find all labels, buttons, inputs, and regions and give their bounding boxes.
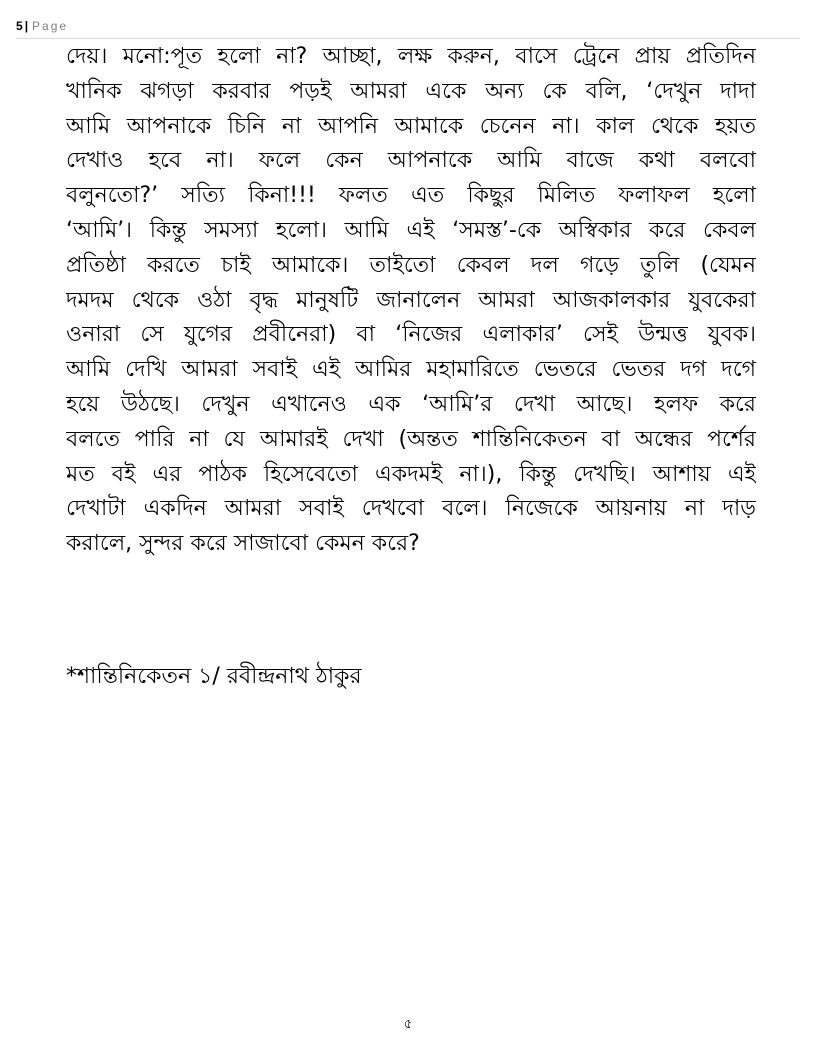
body-line: প্রতিষ্ঠা করতে চাই আমাকে। তাইতো কেবল দল গড়ে তুলি (যেমন: [66, 252, 756, 278]
header-page-number: 5: [16, 19, 23, 33]
footnote: *শান্তিনিকেতন ১/ রবীন্দ্রনাথ ঠাকুর: [66, 664, 362, 689]
body-line: দেখাও হবে না। ফলে কেন আপনাকে আমি বাজে কথা বলবো: [66, 148, 756, 174]
body-line: হয়ে উঠছে। দেখুন এখানেও এক ‘আমি’র দেখা আছে। হলফ করে: [66, 391, 756, 417]
body-line: বলুনতো?’ সত্যি কিনা!!! ফলত এত কিছুর মিলিত ফলাফল হলো: [66, 183, 756, 209]
page-header: [16, 18, 800, 39]
body-line: ওনারা সে যুগের প্রবীনেরা) বা ‘নিজের এলাকার’ সেই উন্মত্ত যুবক।: [66, 322, 756, 348]
body-line: দেয়। মনো:পূত হলো না? আচ্ছা, লক্ষ করুন, বাসে ট্রেনে প্রায় প্রতিদিন: [66, 44, 756, 69]
body-paragraph: [66, 40, 756, 562]
body-line: দমদম থেকে ওঠা বৃদ্ধ মানুষটি জানালেন আমরা আজকালকার যুবকেরা: [66, 287, 756, 313]
body-line: ‘আমি’। কিন্তু সমস্যা হলো। আমি এই ‘সমস্ত’-কে অস্বিকার করে কেবল: [66, 217, 756, 243]
header-page-label: Page: [32, 19, 69, 33]
body-line: আমি দেখি আমরা সবাই এই আমির মহামারিতে ভেতরে ভেতর দগ দগে: [66, 357, 756, 383]
body-line: আমি আপনাকে চিনি না আপনি আমাকে চেনেন না। কাল থেকে হয়ত: [66, 113, 756, 139]
page-number: ৫: [403, 1017, 413, 1032]
body-line: দেখাটা একদিন আমরা সবাই দেখবো বলে। নিজেকে আয়নায় না দাড়: [66, 496, 756, 522]
header-separator: |: [24, 19, 29, 33]
body-line: মত বই এর পাঠক হিসেবেতো একদমই না।), কিন্তু দেখছি। আশায় এই: [66, 461, 756, 487]
body-line: বলতে পারি না যে আমারই দেখা (অন্তত শান্তিনিকেতন বা অন্ধের পর্শের: [66, 426, 756, 452]
body-line: করালে, সুন্দর করে সাজাবো কেমন করে?: [66, 531, 420, 557]
body-line: খানিক ঝগড়া করবার পড়ই আমরা একে অন্য কে বলি, ‘দেখুন দাদা: [66, 78, 756, 104]
